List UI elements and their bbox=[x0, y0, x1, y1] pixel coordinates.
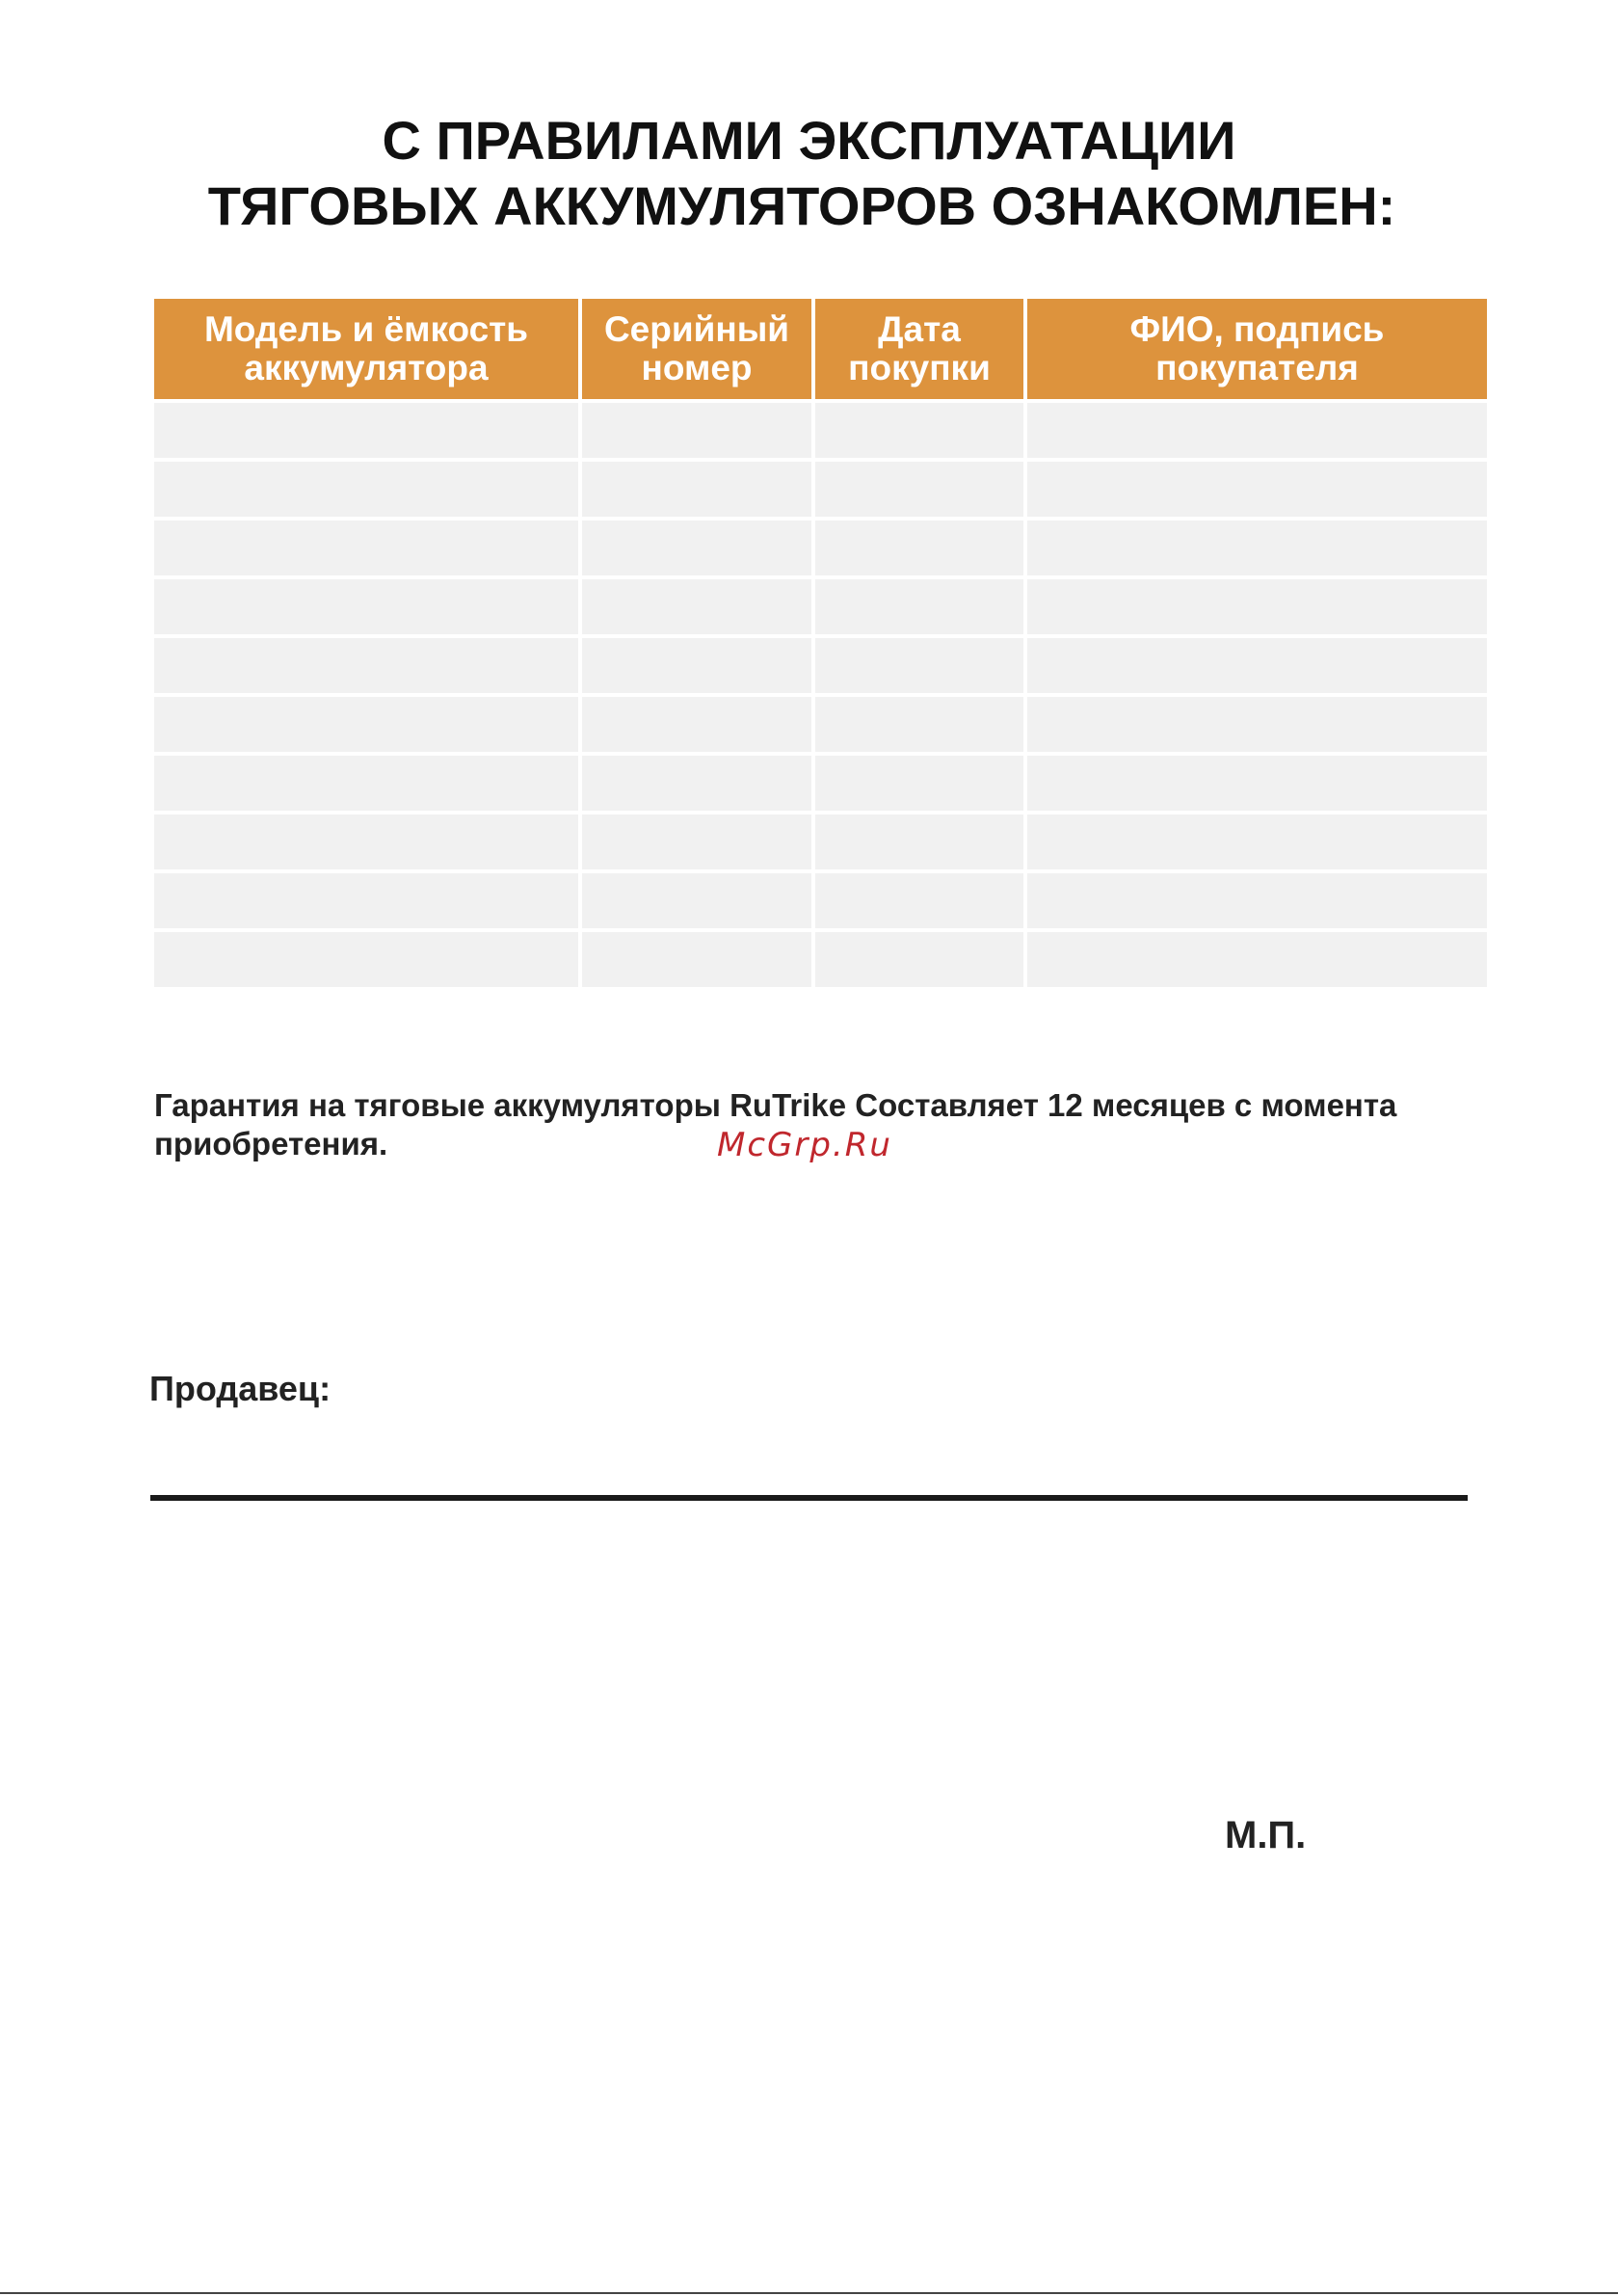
table-cell[interactable] bbox=[154, 638, 578, 693]
header-buyer-signature-line-1: ФИО, подпись bbox=[1129, 309, 1385, 349]
table-cell[interactable] bbox=[582, 462, 811, 517]
table-cell[interactable] bbox=[815, 521, 1023, 575]
header-model-capacity-line-1: Модель и ёмкость bbox=[203, 309, 529, 349]
header-buyer-signature-line-2: покупателя bbox=[1155, 348, 1359, 387]
table-cell[interactable] bbox=[1027, 932, 1487, 987]
header-serial-number-line-2: номер bbox=[641, 348, 753, 387]
table-cell[interactable] bbox=[815, 873, 1023, 928]
table-cell[interactable] bbox=[154, 932, 578, 987]
table-cell[interactable] bbox=[1027, 403, 1487, 458]
table-cell[interactable] bbox=[582, 697, 811, 752]
warranty-line-1: Гарантия на тяговые аккумуляторы RuTrike Составляет 12 месяцев с момента bbox=[154, 1087, 1397, 1123]
page-title-line-1: С ПРАВИЛАМИ ЭКСПЛУАТАЦИИ bbox=[382, 110, 1236, 171]
table-cell[interactable] bbox=[154, 814, 578, 869]
table-row bbox=[154, 814, 1487, 869]
table-cell[interactable] bbox=[582, 579, 811, 634]
header-model-capacity bbox=[154, 299, 578, 399]
table-cell[interactable] bbox=[154, 403, 578, 458]
table-cell[interactable] bbox=[154, 697, 578, 752]
table-row bbox=[154, 403, 1487, 458]
header-purchase-date bbox=[815, 299, 1023, 399]
table-row bbox=[154, 638, 1487, 693]
table-cell[interactable] bbox=[154, 873, 578, 928]
table-cell[interactable] bbox=[1027, 814, 1487, 869]
table-cell[interactable] bbox=[582, 756, 811, 811]
table-row bbox=[154, 697, 1487, 752]
table-cell[interactable] bbox=[154, 579, 578, 634]
table-row bbox=[154, 521, 1487, 575]
table-cell[interactable] bbox=[815, 756, 1023, 811]
table-row bbox=[154, 873, 1487, 928]
warranty-line-2: приобретения. bbox=[154, 1126, 388, 1161]
table-cell[interactable] bbox=[154, 462, 578, 517]
table-header-row bbox=[154, 299, 1487, 399]
table-cell[interactable] bbox=[582, 638, 811, 693]
page-bottom-edge bbox=[0, 2292, 1618, 2294]
table-cell[interactable] bbox=[1027, 579, 1487, 634]
table-cell[interactable] bbox=[1027, 462, 1487, 517]
table-cell[interactable] bbox=[1027, 697, 1487, 752]
table-cell[interactable] bbox=[1027, 521, 1487, 575]
table-cell[interactable] bbox=[815, 579, 1023, 634]
header-model-capacity-line-2: аккумулятора bbox=[244, 348, 489, 387]
table-cell[interactable] bbox=[1027, 638, 1487, 693]
table-row bbox=[154, 462, 1487, 517]
table-cell[interactable] bbox=[582, 814, 811, 869]
table-row bbox=[154, 579, 1487, 634]
watermark: McGrp.Ru bbox=[717, 1126, 892, 1164]
page-title bbox=[0, 108, 1618, 239]
table-cell[interactable] bbox=[1027, 873, 1487, 928]
table-cell[interactable] bbox=[815, 462, 1023, 517]
table-row bbox=[154, 932, 1487, 987]
table-cell[interactable] bbox=[154, 521, 578, 575]
table-cell[interactable] bbox=[582, 932, 811, 987]
table-cell[interactable] bbox=[582, 521, 811, 575]
table-cell[interactable] bbox=[815, 638, 1023, 693]
table-cell[interactable] bbox=[1027, 756, 1487, 811]
battery-registration-table bbox=[150, 295, 1491, 991]
stamp-label: М.П. bbox=[1225, 1814, 1307, 1856]
header-serial-number-line-1: Серийный bbox=[603, 309, 790, 349]
header-purchase-date-line-2: покупки bbox=[848, 348, 991, 387]
table-body bbox=[154, 403, 1487, 987]
seller-signature-line bbox=[150, 1495, 1468, 1501]
header-serial-number bbox=[582, 299, 811, 399]
table-row bbox=[154, 756, 1487, 811]
table-cell[interactable] bbox=[815, 932, 1023, 987]
seller-label: Продавец: bbox=[149, 1369, 332, 1408]
table-cell[interactable] bbox=[582, 873, 811, 928]
table-cell[interactable] bbox=[582, 403, 811, 458]
table-cell[interactable] bbox=[815, 697, 1023, 752]
table-cell[interactable] bbox=[815, 814, 1023, 869]
page-title-line-2: ТЯГОВЫХ АККУМУЛЯТОРОВ ОЗНАКОМЛЕН: bbox=[207, 175, 1396, 236]
table-cell[interactable] bbox=[815, 403, 1023, 458]
header-buyer-signature bbox=[1027, 299, 1487, 399]
table-cell[interactable] bbox=[154, 756, 578, 811]
header-purchase-date-line-1: Дата bbox=[878, 309, 961, 349]
